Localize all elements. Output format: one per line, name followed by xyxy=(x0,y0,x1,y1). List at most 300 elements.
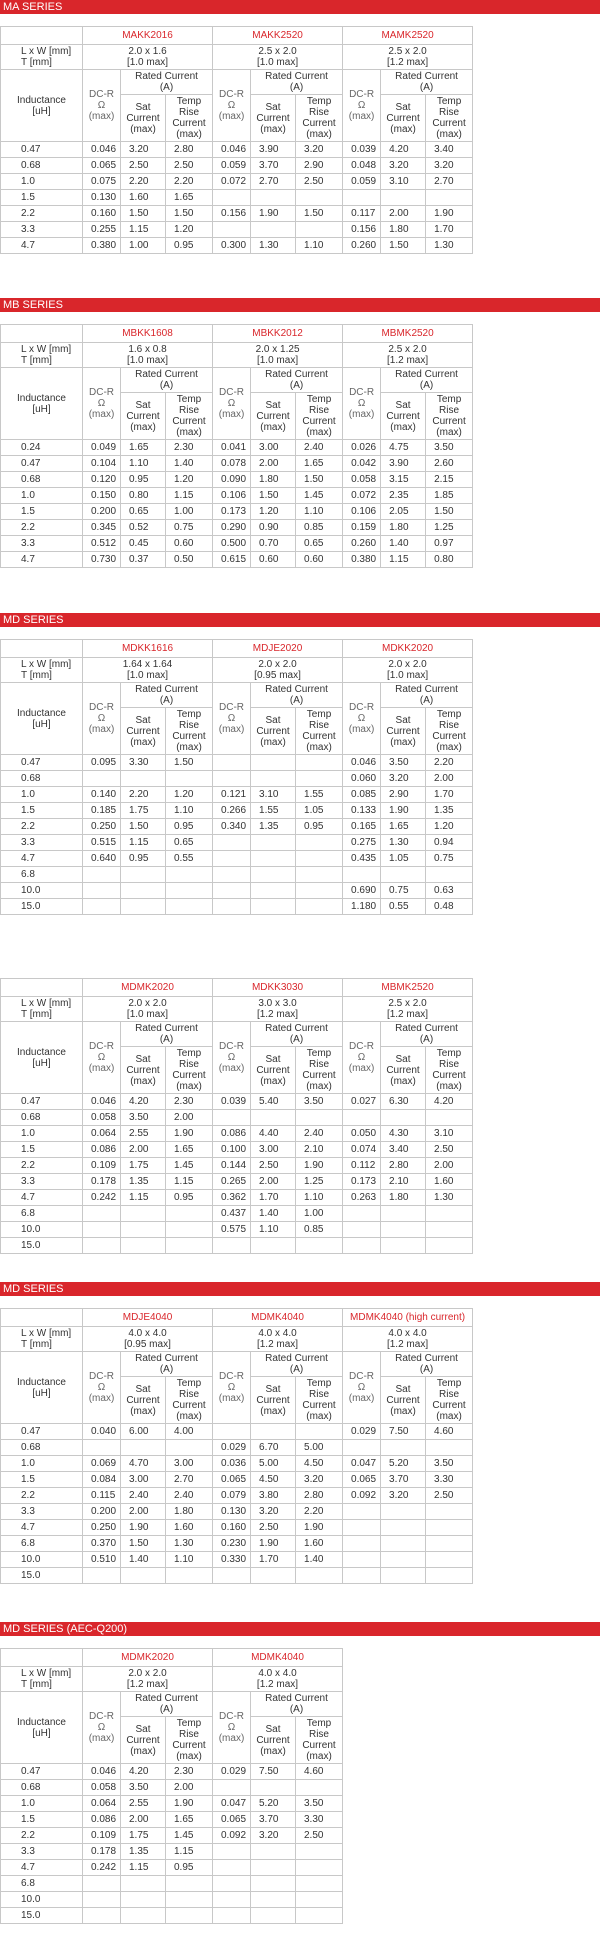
part-dimension-line: [1.2 max] xyxy=(256,1339,299,1350)
spec-value: 0.029 xyxy=(213,1440,251,1456)
spec-value xyxy=(296,1892,343,1908)
sat-current-header-line: Current xyxy=(386,1064,420,1076)
spec-value xyxy=(343,1110,381,1126)
spec-value: 0.065 xyxy=(83,158,121,174)
spec-value: 0.058 xyxy=(83,1110,121,1126)
spec-value: 2.10 xyxy=(296,1142,343,1158)
dcr-header xyxy=(83,1352,121,1424)
inductance-value: 1.0 xyxy=(1,1796,83,1812)
part-dimension-line: [1.2 max] xyxy=(256,1009,299,1020)
spec-value: 2.00 xyxy=(251,456,296,472)
spec-value: 0.029 xyxy=(213,1764,251,1780)
spec-value: 1.15 xyxy=(121,222,166,238)
spec-value: 0.042 xyxy=(343,456,381,472)
part-dimension-line: [1.2 max] xyxy=(386,1009,429,1020)
rated-current-header-line: Rated Current xyxy=(265,1023,328,1034)
temp-rise-header xyxy=(166,393,213,440)
spec-value: 0.060 xyxy=(343,771,381,787)
sat-current-header-line: (max) xyxy=(130,1075,156,1087)
section-spacer xyxy=(0,952,600,966)
spec-value: 0.041 xyxy=(213,440,251,456)
inductance-value: 0.47 xyxy=(1,1094,83,1110)
spec-value: 1.15 xyxy=(121,1860,166,1876)
spec-value xyxy=(251,1568,296,1584)
sat-current-header-line: Sat xyxy=(265,1383,281,1395)
part-dimension-line: 4.0 x 4.0 xyxy=(258,1668,297,1679)
inductance-value: 10.0 xyxy=(1,883,83,899)
spec-value: 1.90 xyxy=(251,206,296,222)
sat-current-header-line: Current xyxy=(256,410,290,422)
spec-value xyxy=(296,899,343,915)
spec-value xyxy=(121,1206,166,1222)
part-dimension xyxy=(213,343,343,368)
dcr-header-line: Ω xyxy=(97,100,106,111)
part-number: MAKK2016 xyxy=(83,27,213,45)
spec-value: 2.00 xyxy=(426,771,473,787)
spec-value: 1.180 xyxy=(343,899,381,915)
spec-value: 4.60 xyxy=(296,1764,343,1780)
spec-table xyxy=(0,639,473,915)
sat-current-header-line: Sat xyxy=(135,1723,151,1735)
series-section xyxy=(0,298,600,568)
inductance-value: 15.0 xyxy=(1,1568,83,1584)
dcr-header-line: Ω xyxy=(227,1722,236,1733)
spec-value: 0.50 xyxy=(166,552,213,568)
spec-value xyxy=(83,1892,121,1908)
part-dimension xyxy=(343,997,473,1022)
spec-value xyxy=(296,1876,343,1892)
spec-value: 5.20 xyxy=(381,1456,426,1472)
spec-value: 1.15 xyxy=(121,1190,166,1206)
spec-value: 0.040 xyxy=(83,1424,121,1440)
spec-value: 0.059 xyxy=(343,174,381,190)
part-dimension-line: [0.95 max] xyxy=(124,1339,171,1350)
temp-rise-header-line: Temp xyxy=(306,1718,332,1729)
inductance-value: 0.47 xyxy=(1,142,83,158)
spec-value: 2.55 xyxy=(121,1126,166,1142)
header-row xyxy=(1,1352,473,1377)
spec-value: 3.30 xyxy=(121,755,166,771)
spec-value: 1.30 xyxy=(166,1536,213,1552)
spec-value: 2.80 xyxy=(166,142,213,158)
dimension-label xyxy=(1,45,83,70)
dimension-label-line: T [mm] xyxy=(21,355,52,366)
part-number: MAMK2520 xyxy=(343,27,473,45)
spec-value: 0.178 xyxy=(83,1844,121,1860)
rated-current-header-line: (A) xyxy=(159,1034,174,1045)
spec-value: 1.70 xyxy=(426,787,473,803)
spec-value: 2.00 xyxy=(121,1504,166,1520)
part-dimension-line: 2.0 x 2.0 xyxy=(128,998,167,1009)
sat-current-header xyxy=(121,1377,166,1424)
inductance-value: 3.3 xyxy=(1,835,83,851)
table-row xyxy=(1,158,473,174)
spec-value: 0.70 xyxy=(251,536,296,552)
inductance-header-line: [uH] xyxy=(32,1057,51,1069)
spec-value: 6.70 xyxy=(251,1440,296,1456)
part-dimension-line: 4.0 x 4.0 xyxy=(128,1328,167,1339)
spec-value: 1.10 xyxy=(296,1190,343,1206)
inductance-value: 4.7 xyxy=(1,238,83,254)
spec-value: 0.95 xyxy=(166,1860,213,1876)
spec-value: 0.80 xyxy=(121,488,166,504)
table-row xyxy=(1,1876,343,1892)
spec-value xyxy=(213,771,251,787)
dcr-header-line: Ω xyxy=(357,713,366,724)
temp-rise-header xyxy=(166,708,213,755)
temp-rise-header xyxy=(426,1377,473,1424)
sat-current-header xyxy=(251,1717,296,1764)
table-row xyxy=(1,142,473,158)
table-row xyxy=(1,1424,473,1440)
sat-current-header-line: (max) xyxy=(390,421,416,433)
inductance-value: 4.7 xyxy=(1,1520,83,1536)
spec-value: 0.059 xyxy=(213,158,251,174)
temp-rise-header xyxy=(426,1047,473,1094)
inductance-value: 6.8 xyxy=(1,1536,83,1552)
spec-value xyxy=(343,1504,381,1520)
inductance-value: 2.2 xyxy=(1,819,83,835)
rated-current-header xyxy=(251,1692,343,1717)
sat-current-header xyxy=(121,95,166,142)
spec-value: 7.50 xyxy=(251,1764,296,1780)
spec-value: 0.046 xyxy=(83,142,121,158)
table-row xyxy=(1,1780,343,1796)
spec-value: 3.20 xyxy=(251,1828,296,1844)
spec-value xyxy=(166,867,213,883)
spec-value xyxy=(296,835,343,851)
spec-value: 0.340 xyxy=(213,819,251,835)
table-row xyxy=(1,552,473,568)
spec-value: 1.15 xyxy=(166,488,213,504)
rated-current-header-line: (A) xyxy=(289,1034,304,1045)
inductance-header-line: Inductance xyxy=(17,94,66,106)
table-row xyxy=(1,1222,473,1238)
spec-value: 1.60 xyxy=(166,1520,213,1536)
part-number: MBKK1608 xyxy=(83,325,213,343)
temp-rise-header-line: Rise xyxy=(179,107,200,118)
part-number: MDJE2020 xyxy=(213,640,343,658)
spec-value xyxy=(213,835,251,851)
spec-value: 2.90 xyxy=(296,158,343,174)
temp-rise-header-line: (max) xyxy=(436,427,462,438)
temp-rise-header-line: Temp xyxy=(176,394,202,405)
inductance-value: 1.0 xyxy=(1,1456,83,1472)
dcr-header-line: (max) xyxy=(348,111,375,122)
temp-rise-header-line: Current xyxy=(302,1070,336,1081)
temp-rise-header-line: (max) xyxy=(436,742,462,753)
spec-value: 0.263 xyxy=(343,1190,381,1206)
spec-value: 1.80 xyxy=(381,222,426,238)
header-row xyxy=(1,368,473,393)
spec-value xyxy=(296,1844,343,1860)
dcr-header-line: DC-R xyxy=(89,387,114,398)
spec-value: 0.117 xyxy=(343,206,381,222)
spec-value xyxy=(83,1222,121,1238)
temp-rise-header-line: Rise xyxy=(309,1389,330,1400)
sat-current-header-line: (max) xyxy=(390,736,416,748)
spec-value: 0.144 xyxy=(213,1158,251,1174)
inductance-value: 0.47 xyxy=(1,1764,83,1780)
spec-value: 1.80 xyxy=(251,472,296,488)
corner-cell xyxy=(1,1649,83,1667)
table-row xyxy=(1,1488,473,1504)
rated-current-header-line: (A) xyxy=(289,695,304,706)
spec-value: 2.50 xyxy=(251,1158,296,1174)
spec-value: 0.085 xyxy=(343,787,381,803)
spec-value xyxy=(83,1568,121,1584)
temp-rise-header-line: (max) xyxy=(176,427,202,438)
sat-current-header-line: Sat xyxy=(395,1383,411,1395)
spec-value: 1.60 xyxy=(426,1174,473,1190)
spec-value: 6.00 xyxy=(121,1424,166,1440)
spec-value xyxy=(426,190,473,206)
spec-value: 0.159 xyxy=(343,520,381,536)
spec-value xyxy=(381,1552,426,1568)
temp-rise-header xyxy=(166,95,213,142)
sat-current-header-line: Current xyxy=(386,725,420,737)
table-row xyxy=(1,1238,473,1254)
spec-value: 0.095 xyxy=(83,755,121,771)
spec-value xyxy=(83,1238,121,1254)
spec-value: 1.50 xyxy=(166,206,213,222)
spec-value xyxy=(381,1206,426,1222)
spec-value xyxy=(166,1568,213,1584)
dcr-header-line: DC-R xyxy=(89,1371,114,1382)
spec-value: 5.40 xyxy=(251,1094,296,1110)
spec-value: 3.10 xyxy=(381,174,426,190)
spec-value: 1.40 xyxy=(296,1552,343,1568)
inductance-value: 0.68 xyxy=(1,158,83,174)
dcr-header-line: DC-R xyxy=(89,89,114,100)
dimension-label-line: T [mm] xyxy=(21,1679,52,1690)
spec-value: 1.50 xyxy=(121,206,166,222)
spec-value xyxy=(381,1504,426,1520)
spec-value: 0.300 xyxy=(213,238,251,254)
spec-value: 4.75 xyxy=(381,440,426,456)
spec-value: 2.20 xyxy=(426,755,473,771)
temp-rise-header-line: Temp xyxy=(306,709,332,720)
inductance-value: 6.8 xyxy=(1,1876,83,1892)
spec-value: 0.156 xyxy=(343,222,381,238)
temp-rise-header xyxy=(166,1717,213,1764)
spec-table xyxy=(0,1648,343,1924)
spec-value: 1.10 xyxy=(166,803,213,819)
spec-value xyxy=(381,1440,426,1456)
dcr-header-line: DC-R xyxy=(349,1371,375,1382)
sat-current-header-line: Sat xyxy=(395,399,411,411)
spec-value xyxy=(426,1520,473,1536)
spec-value: 0.94 xyxy=(426,835,473,851)
spec-value: 3.00 xyxy=(251,440,296,456)
inductance-header-line: Inductance xyxy=(17,1716,66,1728)
spec-value: 1.70 xyxy=(251,1190,296,1206)
rated-current-header xyxy=(121,1692,213,1717)
spec-value: 0.039 xyxy=(213,1094,251,1110)
inductance-value: 6.8 xyxy=(1,1206,83,1222)
temp-rise-header xyxy=(296,393,343,440)
part-dimension xyxy=(83,997,213,1022)
temp-rise-header-line: Temp xyxy=(436,1378,462,1389)
dimension-label-line: L x W [mm] xyxy=(21,1328,72,1339)
dcr-header-line: DC-R xyxy=(349,89,375,100)
spec-value xyxy=(426,1536,473,1552)
spec-value: 1.60 xyxy=(121,190,166,206)
spec-value xyxy=(251,835,296,851)
dcr-header-line: Ω xyxy=(227,100,236,111)
part-number: MDMK4040 (high current) xyxy=(343,1309,473,1327)
spec-value: 1.65 xyxy=(296,456,343,472)
sat-current-header-line: (max) xyxy=(130,123,156,135)
spec-value: 2.50 xyxy=(121,158,166,174)
spec-value: 3.70 xyxy=(251,1812,296,1828)
inductance-value: 4.7 xyxy=(1,1190,83,1206)
rated-current-header-line: (A) xyxy=(419,380,434,391)
part-dimension xyxy=(343,1327,473,1352)
sat-current-header-line: Current xyxy=(126,725,160,737)
spec-value: 0.250 xyxy=(83,1520,121,1536)
dimension-label-line: L x W [mm] xyxy=(21,1668,72,1679)
spec-value: 3.50 xyxy=(296,1094,343,1110)
spec-value: 3.20 xyxy=(296,1472,343,1488)
spec-value: 0.65 xyxy=(121,504,166,520)
spec-value: 3.40 xyxy=(381,1142,426,1158)
spec-value: 1.30 xyxy=(381,835,426,851)
temp-rise-header-line: Rise xyxy=(309,720,330,731)
spec-value: 4.20 xyxy=(426,1094,473,1110)
spec-value: 0.065 xyxy=(213,1472,251,1488)
spec-value xyxy=(166,1222,213,1238)
spec-value: 0.63 xyxy=(426,883,473,899)
spec-value: 0.072 xyxy=(213,174,251,190)
dcr-header-line: Ω xyxy=(357,1382,366,1393)
inductance-value: 0.68 xyxy=(1,771,83,787)
spec-value: 3.70 xyxy=(381,1472,426,1488)
spec-value: 1.00 xyxy=(166,504,213,520)
part-name-row xyxy=(1,325,473,343)
temp-rise-header xyxy=(426,708,473,755)
temp-rise-header-line: Temp xyxy=(436,96,462,107)
table-row xyxy=(1,1206,473,1222)
spec-value: 4.20 xyxy=(121,1764,166,1780)
spec-value xyxy=(343,1206,381,1222)
part-number: MBMK2520 xyxy=(343,979,473,997)
spec-value: 0.074 xyxy=(343,1142,381,1158)
dcr-header xyxy=(343,1022,381,1094)
spec-value xyxy=(343,1222,381,1238)
rated-current-header-line: Rated Current xyxy=(395,1353,458,1364)
dcr-header xyxy=(213,1352,251,1424)
spec-value: 4.40 xyxy=(251,1126,296,1142)
spec-value xyxy=(121,867,166,883)
inductance-header-line: [uH] xyxy=(32,1727,51,1739)
table-row xyxy=(1,1456,473,1472)
dimension-label-line: L x W [mm] xyxy=(21,46,72,57)
temp-rise-header-line: Current xyxy=(432,416,466,427)
sat-current-header xyxy=(251,1047,296,1094)
sat-current-header-line: Sat xyxy=(135,101,151,113)
spec-value: 1.90 xyxy=(166,1796,213,1812)
sat-current-header-line: Sat xyxy=(135,1053,151,1065)
spec-value: 0.160 xyxy=(213,1520,251,1536)
spec-value xyxy=(251,851,296,867)
temp-rise-header-line: Temp xyxy=(436,394,462,405)
temp-rise-header-line: Rise xyxy=(179,405,200,416)
dcr-header-line: Ω xyxy=(227,1052,236,1063)
dcr-header-line: (max) xyxy=(218,111,245,122)
spec-value xyxy=(213,1876,251,1892)
spec-value xyxy=(296,867,343,883)
spec-value: 1.20 xyxy=(251,504,296,520)
spec-value: 0.370 xyxy=(83,1536,121,1552)
spec-value: 1.65 xyxy=(121,440,166,456)
sat-current-header-line: Current xyxy=(256,112,290,124)
spec-value: 2.40 xyxy=(121,1488,166,1504)
temp-rise-header xyxy=(166,1047,213,1094)
spec-value: 3.50 xyxy=(426,440,473,456)
part-number: MBMK2520 xyxy=(343,325,473,343)
sat-current-header xyxy=(251,393,296,440)
spec-value: 0.036 xyxy=(213,1456,251,1472)
table-row xyxy=(1,1158,473,1174)
spec-value: 0.133 xyxy=(343,803,381,819)
spec-value xyxy=(381,1110,426,1126)
inductance-value: 0.24 xyxy=(1,440,83,456)
spec-value: 1.30 xyxy=(426,238,473,254)
spec-value: 3.30 xyxy=(426,1472,473,1488)
part-number: MAKK2520 xyxy=(213,27,343,45)
table-row xyxy=(1,1094,473,1110)
dcr-header xyxy=(343,368,381,440)
spec-value xyxy=(251,1844,296,1860)
spec-value: 6.30 xyxy=(381,1094,426,1110)
inductance-value: 10.0 xyxy=(1,1892,83,1908)
rated-current-header-line: (A) xyxy=(289,82,304,93)
table-row xyxy=(1,1860,343,1876)
part-number: MDMK4040 xyxy=(213,1309,343,1327)
dcr-header-line: (max) xyxy=(348,724,375,735)
spec-value xyxy=(381,1238,426,1254)
spec-value: 0.380 xyxy=(343,552,381,568)
inductance-value: 1.5 xyxy=(1,190,83,206)
spec-value xyxy=(343,1440,381,1456)
rated-current-header xyxy=(121,1022,213,1047)
spec-value: 1.10 xyxy=(121,456,166,472)
sat-current-header-line: Sat xyxy=(265,101,281,113)
rated-current-header-line: Rated Current xyxy=(265,369,328,380)
spec-value xyxy=(83,1876,121,1892)
spec-value: 4.50 xyxy=(296,1456,343,1472)
spec-value: 1.50 xyxy=(251,488,296,504)
spec-value xyxy=(251,1892,296,1908)
part-dimension-line: 2.5 x 2.0 xyxy=(258,46,297,57)
spec-value: 2.70 xyxy=(166,1472,213,1488)
spec-value: 2.90 xyxy=(381,787,426,803)
sat-current-header xyxy=(381,1377,426,1424)
spec-value: 3.70 xyxy=(251,158,296,174)
spec-value: 1.40 xyxy=(121,1552,166,1568)
temp-rise-header-line: Temp xyxy=(306,394,332,405)
dimension-label-line: T [mm] xyxy=(21,670,52,681)
part-dimension-line: [1.2 max] xyxy=(256,1679,299,1690)
dcr-header-line: Ω xyxy=(97,713,106,724)
spec-value: 0.250 xyxy=(83,819,121,835)
sat-current-header-line: Sat xyxy=(265,714,281,726)
part-dimension-line: [1.0 max] xyxy=(126,355,169,366)
temp-rise-header-line: Rise xyxy=(179,720,200,731)
part-dimension xyxy=(343,343,473,368)
spec-value: 2.55 xyxy=(121,1796,166,1812)
